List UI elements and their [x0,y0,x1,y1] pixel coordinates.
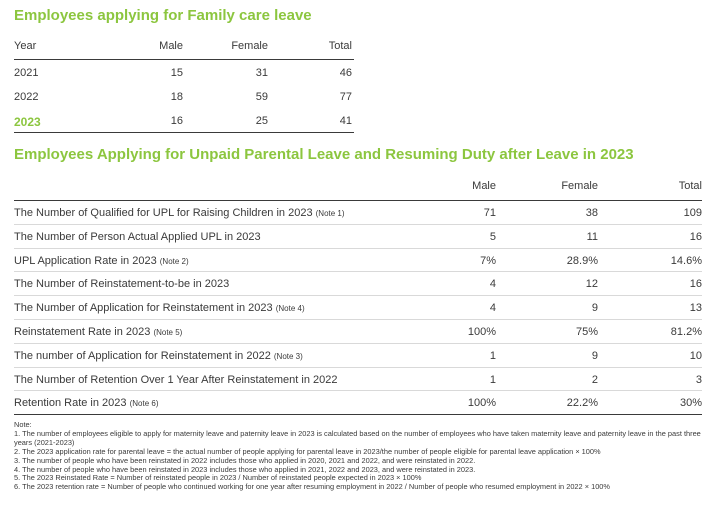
table-row [14,296,702,320]
female-cell: 38 [585,207,598,219]
row-note-ref: (Note 3) [273,351,303,361]
table-row [14,272,702,296]
header-total: Total [678,180,702,192]
row-label [14,397,159,409]
total-cell: 41 [339,115,352,127]
male-cell: 4 [489,278,496,291]
table-row [14,201,702,225]
female-cell: 28.9% [566,254,598,267]
note-item: 5. The 2023 Reinstated Rate = Number of reinstated people in 2023 / Number of reinstated people expected in 2023 × 100% [14,473,422,483]
total-cell: 3 [695,373,702,386]
total-cell: 109 [683,207,702,219]
total-cell: 30% [679,397,702,410]
row-label [14,278,229,290]
total-cell: 46 [339,67,352,79]
row-label [14,374,337,386]
male-cell: 100% [467,397,496,410]
male-cell: 18 [170,91,183,103]
table-row [14,344,702,368]
note-item: 4. The number of people who have been reinstated in 2023 includes those who applied in 2021, 2022 and 2023, and were reinstated in 2023. [14,464,476,474]
row-note-ref: (Note 4) [275,304,305,314]
female-cell: 22.2% [566,397,598,410]
family-care-leave-table [14,33,354,133]
table-row [14,84,354,108]
row-label [14,350,303,362]
header-year: Year [14,40,37,52]
male-cell: 71 [483,207,496,219]
header-total: Total [328,40,352,52]
female-cell: 9 [591,302,598,315]
female-cell: 12 [585,278,598,291]
header-female: Female [231,40,268,52]
table-row [14,249,702,273]
table-row [14,320,702,344]
male-cell: 100% [467,325,496,338]
note-item: 6. The 2023 retention rate = Number of people who continued working for one year after resuming employment in 2022 / Number of people who resumed employment in 2022 × 100% [14,482,610,492]
total-cell: 16 [689,278,702,291]
note-item: 1. The number of employees eligible to apply for maternity leave and paternity leave in 2023 is calculated based on the number of employees who have taken maternity leave and paternity leave in the past three years (2021-2023) [14,428,701,447]
row-label [14,231,261,243]
female-cell: 11 [586,230,598,243]
total-cell: 14.6% [670,254,702,267]
male-cell: 4 [489,302,496,315]
row-label [14,326,182,338]
row-label [14,255,189,267]
row-note-ref: (Note 2) [159,256,189,266]
male-cell: 15 [170,67,183,79]
row-label-text: The Number of Reinstatement-to-be in 2023 [14,278,230,291]
unpaid-parental-leave-title: Employees Applying for Unpaid Parental Leave and Resuming Duty after Leave in 2023 [14,146,634,163]
year-cell: 2021 [14,67,39,79]
female-cell: 75% [575,325,598,338]
row-note-ref: (Note 1) [315,209,345,218]
row-label-text: The number of Application for Reinstatement in 2022 [14,349,271,362]
row-label-text: The Number of Person Actual Applied UPL in 2023 [14,230,261,243]
male-cell: 16 [170,115,183,127]
total-cell: 16 [689,230,702,243]
female-cell: 59 [255,91,268,103]
row-note-ref: (Note 5) [153,327,183,337]
female-cell: 25 [255,115,268,127]
row-label-text: UPL Application Rate in 2023 [14,254,157,267]
year-cell: 2023 [14,115,41,129]
note-item: 2. The 2023 application rate for parental leave = the actual number of people applying for parental leave in 2023/the number of people eligible for parental leave application × 100% [14,446,601,456]
notes-heading: Note: [14,420,32,429]
male-cell: 5 [489,230,496,243]
header-female: Female [561,180,598,192]
row-label-text: Retention Rate in 2023 [14,397,127,410]
table-header-row [14,172,702,201]
table-row [14,225,702,249]
table-row [14,60,354,84]
male-cell: 7% [480,254,496,267]
total-cell: 77 [339,91,352,103]
total-cell: 13 [689,302,702,315]
table-row [14,108,354,133]
row-label [14,302,305,314]
note-item: 3. The number of people who have been reinstated in 2022 includes those who applied in 2020, 2021 and 2022, and were reinstated in 2022. [14,455,476,465]
row-label [14,207,345,219]
row-note-ref: (Note 6) [129,399,159,409]
row-label-text: The Number of Application for Reinstatement in 2023 [14,302,273,315]
male-cell: 1 [489,349,496,362]
header-male: Male [159,40,183,52]
male-cell: 1 [489,373,496,386]
table-header-row [14,33,354,60]
female-cell: 9 [591,349,598,362]
header-male: Male [472,180,496,192]
table-row [14,391,702,415]
table-row [14,368,702,392]
total-cell: 10 [689,349,702,362]
year-cell: 2022 [14,91,39,103]
row-label-text: The Number of Qualified for UPL for Raising Children in 2023 [14,207,313,219]
female-cell: 31 [255,67,268,79]
total-cell: 81.2% [670,325,702,338]
row-label-text: Reinstatement Rate in 2023 [14,325,151,338]
female-cell: 2 [591,373,598,386]
notes-section [14,421,702,492]
unpaid-parental-leave-table [14,172,702,415]
family-care-leave-title: Employees applying for Family care leave [14,7,312,24]
row-label-text: The Number of Retention Over 1 Year After Reinstatement in 2022 [14,373,338,386]
